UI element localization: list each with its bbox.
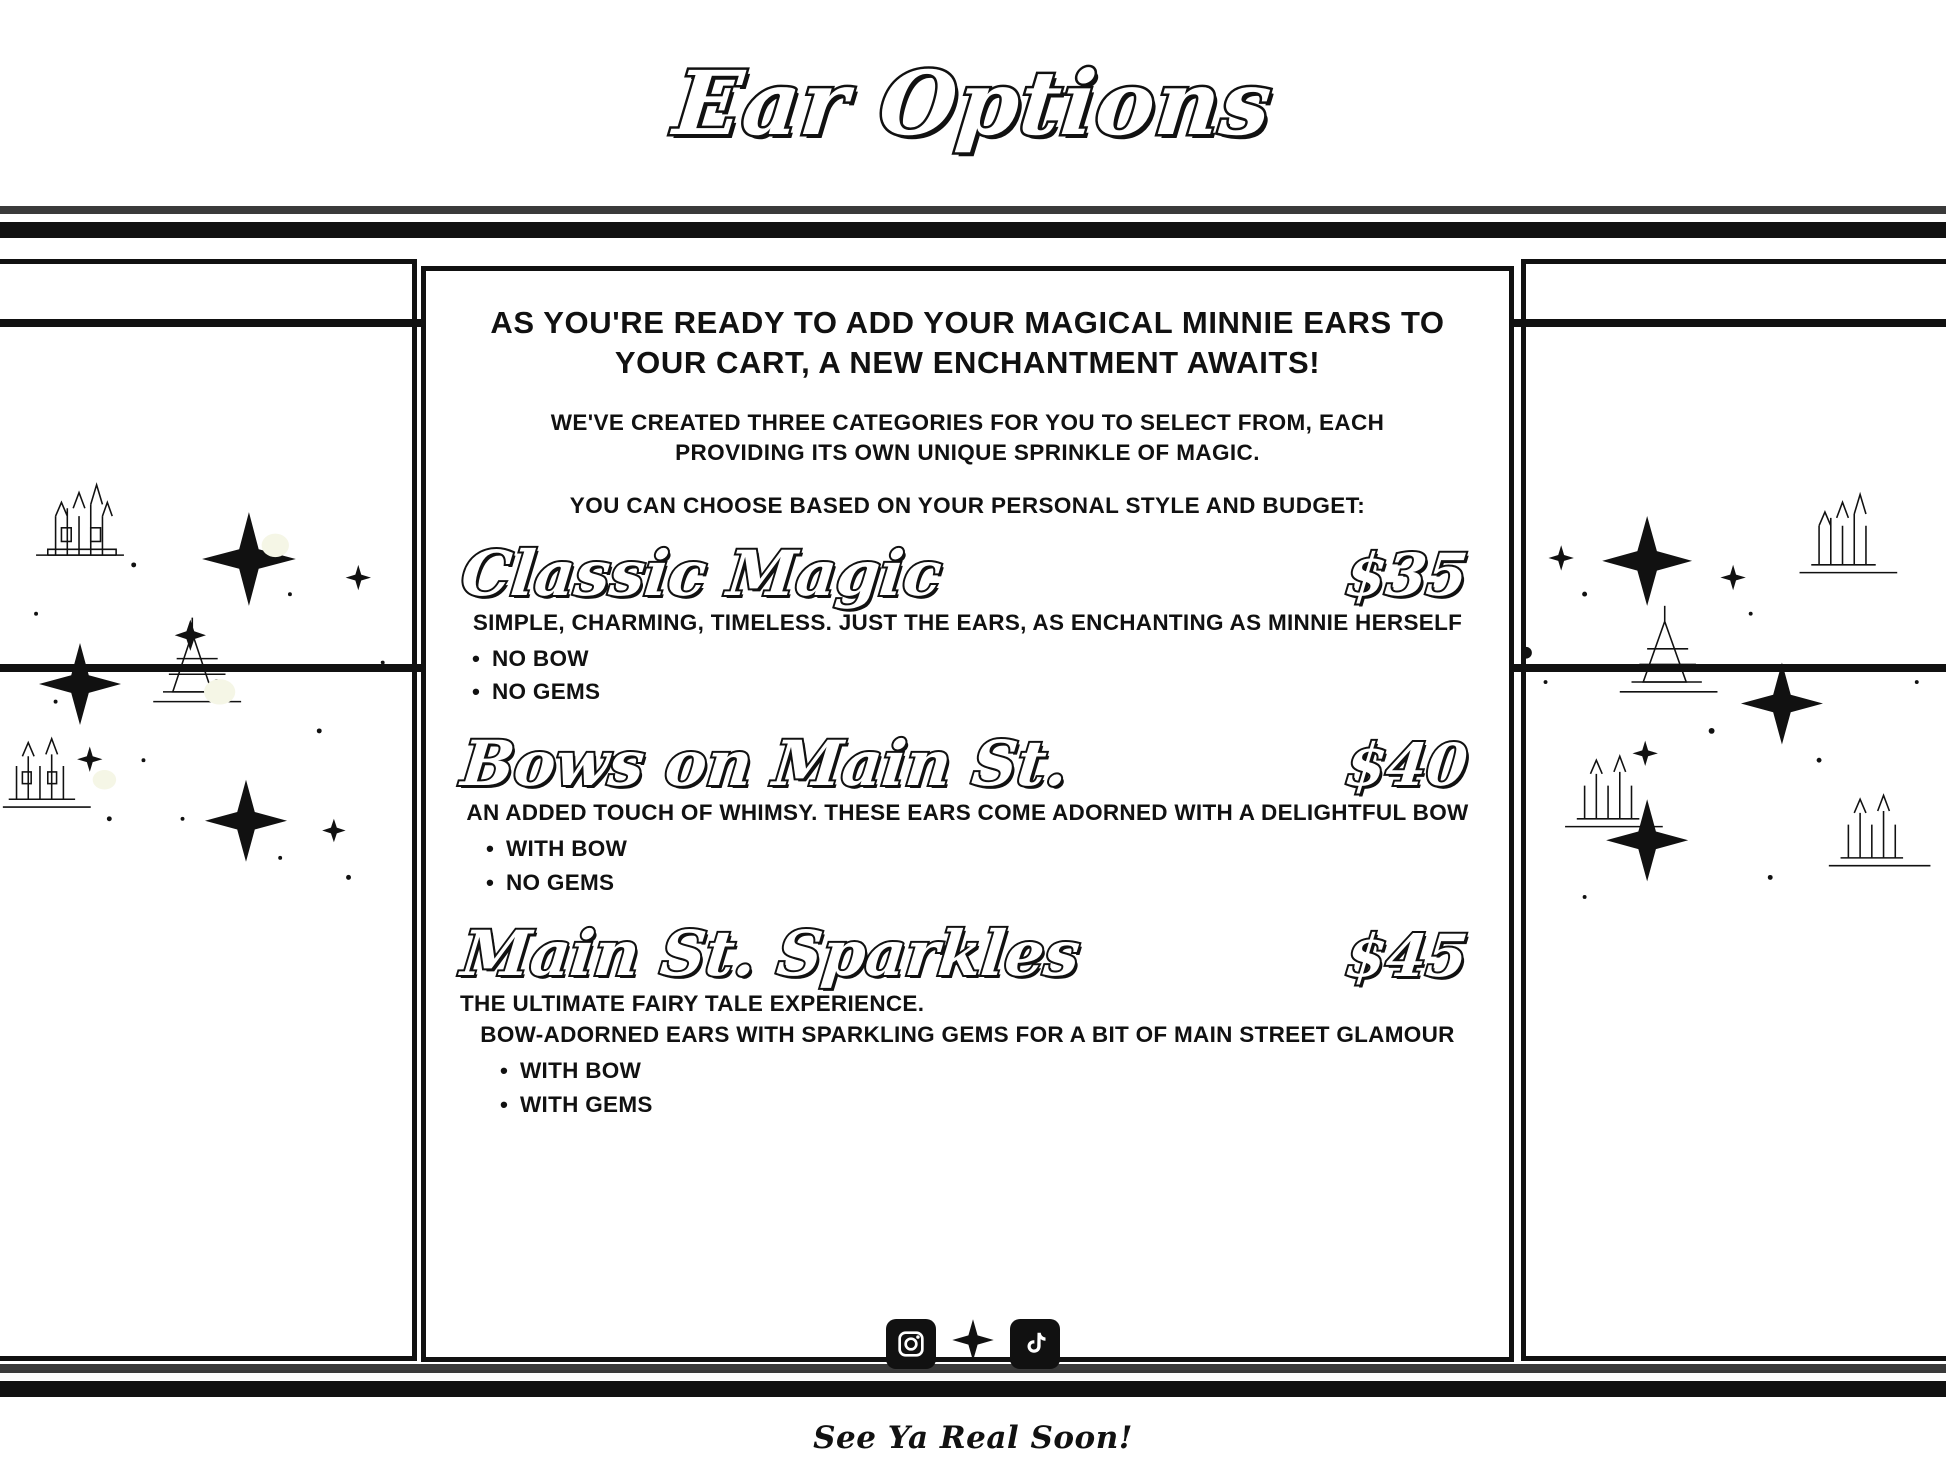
intro-line-3: YOU CAN CHOOSE BASED ON YOUR PERSONAL STYLE AND BUDGET: <box>569 492 1366 518</box>
divider-bottom-thick <box>0 1381 1946 1397</box>
tier-option: • NO GEMS <box>484 866 1479 900</box>
tier-description: SIMPLE, CHARMING, TIMELESS. JUST THE EARS, AS ENCHANTING AS MINNIE HERSELF <box>472 609 1463 635</box>
tier-header <box>456 727 1479 801</box>
tier-options-list <box>456 642 1479 710</box>
castle-sparkle-pattern-icon <box>0 264 412 1356</box>
tier-description-secondary: BOW-ADORNED EARS WITH SPARKLING GEMS FOR A BIT OF MAIN STREET GLAMOUR <box>480 1022 1455 1048</box>
tier-name: Bows on Main St. <box>458 727 1072 801</box>
tier-main-st-sparkles <box>456 917 1479 1121</box>
tiktok-icon[interactable] <box>1010 1319 1060 1369</box>
tier-header <box>456 917 1479 991</box>
intro-headline: AS YOU'RE READY TO ADD YOUR MAGICAL MINNIE EARS TO YOUR CART, A NEW ENCHANTMENT AWAITS! <box>490 305 1445 380</box>
tier-options-list <box>456 832 1479 900</box>
sparkle-icon <box>950 1317 996 1371</box>
divider-top-thin <box>0 206 1946 214</box>
page-title-area <box>0 0 1946 205</box>
ear-options-card <box>421 266 1514 1362</box>
decor-panel-right <box>1521 259 1946 1361</box>
tier-description: AN ADDED TOUCH OF WHIMSY. THESE EARS COME ADORNED WITH A DELIGHTFUL BOW <box>466 800 1469 826</box>
castle-sparkle-pattern-icon <box>1526 264 1946 1356</box>
tier-option: • NO GEMS <box>470 675 1479 709</box>
tier-option: • WITH BOW <box>498 1054 1479 1088</box>
tier-price: $45 <box>1342 921 1471 990</box>
page-title: Ear Options <box>669 50 1277 155</box>
tier-price: $40 <box>1342 731 1471 800</box>
instagram-icon[interactable] <box>886 1319 936 1369</box>
tier-option: • WITH GEMS <box>498 1088 1479 1122</box>
tier-option: • NO BOW <box>470 642 1479 676</box>
tier-header <box>456 536 1479 610</box>
social-links <box>0 1317 1946 1371</box>
tier-classic-magic <box>456 536 1479 709</box>
divider-top-thick <box>0 222 1946 238</box>
tier-name: Classic Magic <box>458 536 946 610</box>
intro-line-2: WE'VE CREATED THREE CATEGORIES FOR YOU TO SELECT FROM, EACH PROVIDING ITS OWN UNIQUE SPRINKLE OF MAGIC. <box>550 410 1385 465</box>
tier-bows-on-main-st <box>456 727 1479 899</box>
tier-options-list <box>456 1054 1479 1122</box>
footer-tagline: See Ya Real Soon! <box>813 1420 1133 1456</box>
tier-option: • WITH BOW <box>484 832 1479 866</box>
tier-description: THE ULTIMATE FAIRY TALE EXPERIENCE. <box>460 990 925 1016</box>
tier-name: Main St. Sparkles <box>458 917 1084 991</box>
tier-price: $35 <box>1342 541 1471 610</box>
decor-panel-left <box>0 259 417 1361</box>
